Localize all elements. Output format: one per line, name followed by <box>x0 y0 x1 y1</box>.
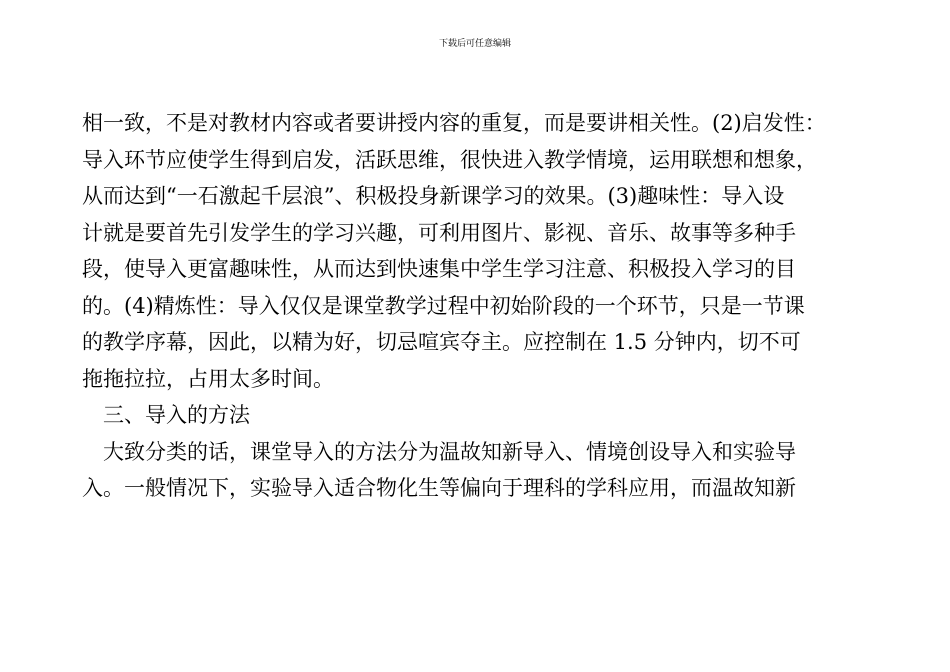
body-line: 计就是要首先引发学生的学习兴趣，可利用图片、影视、音乐、故事等多种手 <box>82 220 796 245</box>
body-line: 入。一般情况下，实验导入适合物化生等偏向于理科的学科应用，而温故知新 <box>82 476 796 500</box>
body-line: 导入环节应使学生得到启发，活跃思维，很快进入教学情境，运用联想和想象， <box>82 147 817 172</box>
body-line: 从而达到“一石激起千层浪”、积极投身新课学习的效果。(3)趣味性：导入设 <box>82 184 785 208</box>
page-header: 下载后可任意编辑 <box>438 39 511 49</box>
body-line: 段，使导入更富趣味性，从而达到快速集中学生学习注意、积极投入学习的目 <box>82 257 796 281</box>
body-line: 的教学序幕，因此，以精为好，切忌喧宾夺主。应控制在 1.5 分钟内，切不可 <box>82 330 801 354</box>
body-line: 相一致，不是对教材内容或者要讲授内容的重复，而是要讲相关性。(2)启发性： <box>82 111 826 135</box>
document-body <box>82 105 882 507</box>
body-line: 的。(4)精炼性：导入仅仅是课堂教学过程中初始阶段的一个环节，只是一节课 <box>82 293 805 318</box>
body-line: 拖拖拉拉，占用太多时间。 <box>82 366 334 391</box>
section-heading: 三、导入的方法 <box>103 403 250 427</box>
body-line: 大致分类的话，课堂导入的方法分为温故知新导入、情境创设导入和实验导 <box>103 439 796 464</box>
